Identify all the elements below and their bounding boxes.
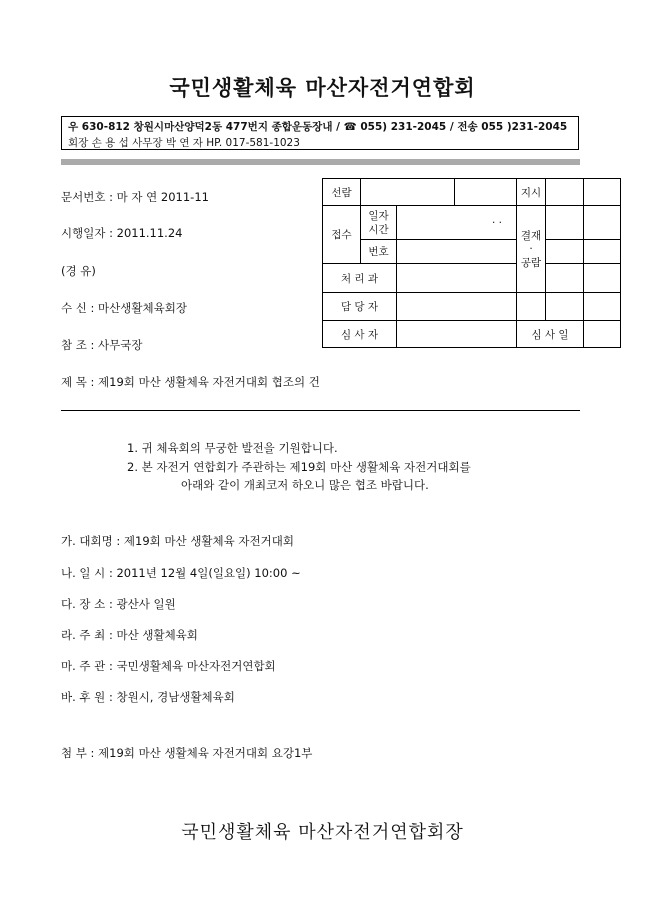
sigan-label: 시간 [368,223,389,236]
jisi-cell: 지시 [517,179,546,206]
approval-blank-5 [546,264,584,293]
item-event-name [61,533,294,549]
gyeoljae-dot: · [529,243,533,255]
item-value: : 광산사 일원 [108,597,176,611]
seolam-blank-1 [361,179,455,206]
item-label: 라. 주 최 [61,628,106,642]
approval-blank-4 [584,240,621,264]
recipient-field [61,300,187,316]
item-value: : 제19회 마산 생활체육 자전거대회 [116,534,294,548]
doc-number-label: 문서번호 [61,190,106,204]
recipient-label: 수 신 [61,301,87,315]
item-value: : 2011년 12월 4일(일요일) 10:00 ~ [108,566,301,580]
contact-info-box [61,116,579,150]
header-divider [61,159,580,165]
subject-label: 제 목 [61,375,87,389]
organization-title: 국민생활체육 마산자전거연합회 [169,76,476,100]
approval-table [322,178,621,348]
item-host [61,627,198,643]
item-value: : 창원시, 경남생활체육회 [108,690,235,704]
issue-date-field [61,225,182,241]
approval-blank-1 [546,206,584,240]
item-label: 가. 대회명 [61,534,113,548]
gongram-label: 공람 [520,257,542,269]
approval-blank-2 [584,206,621,240]
simsail-value [584,321,621,348]
item-label: 나. 일 시 [61,566,106,580]
approval-blank-9 [584,293,621,321]
beonho-cell: 번호 [361,240,397,264]
ilja-label: 일자 [368,209,389,222]
reference-field [61,337,143,353]
gyeoljae-label: 결재 [520,230,542,242]
attachment-label: 첨 부 [61,746,87,760]
approval-blank-3 [546,240,584,264]
approval-blank-7 [517,293,546,321]
item-datetime [61,565,301,581]
doc-number-field [61,189,209,205]
attachment-value: : 제19회 마산 생활체육 자전거대회 요강1부 [90,746,313,760]
simsaja-value [397,321,517,348]
item-sponsor [61,689,235,705]
attachment-field [61,745,312,761]
item-label: 바. 후 원 [61,690,106,704]
recipient-value: : 마산생활체육회장 [90,301,187,315]
signature-line: 국민생활체육 마산자전거연합회장 [181,822,464,843]
date-time-value: · · [397,206,517,240]
item-label: 마. 주 관 [61,659,106,673]
cheorigwa-cell: 처 리 과 [323,264,397,293]
body-line-3: 아래와 같이 개최코저 하오니 많은 협조 바랍니다. [181,478,429,492]
item-value: : 마산 생활체육회 [108,628,198,642]
issue-date-value: : 2011.11.24 [109,226,183,240]
gyeoljae-gongram-cell [517,206,546,293]
doc-number-value: : 마 자 연 2011-11 [109,190,209,204]
simsail-cell: 심 사 일 [517,321,584,348]
simsaja-cell: 심 사 자 [323,321,397,348]
via-label: (경 유) [61,264,96,278]
date-time-cell [361,206,397,240]
damdangja-value [397,293,517,321]
reference-label: 참 조 [61,338,87,352]
seolam-cell: 선람 [323,179,361,206]
jisi-blank-1 [546,179,584,206]
officers-line: 회장 손 용 섭 사무장 박 연 자 HP. 017-581-1023 [68,137,300,149]
reference-value: : 사무국장 [90,338,143,352]
via-field [61,263,96,279]
item-organizer [61,658,276,674]
approval-blank-8 [546,293,584,321]
body-line-2: 2. 본 자전거 연합회가 주관하는 제19회 마산 생활체육 자전거대회를 [127,460,471,474]
beonho-value [397,240,517,264]
jisi-blank-2 [584,179,621,206]
cheorigwa-value [397,264,517,293]
address-line: 우 630-812 창원시마산양덕2동 477번지 종합운동장내 / ☎ 055) 231-2045 / 전송 055 )231-2045 [68,121,568,133]
approval-blank-6 [584,264,621,293]
subject-divider [61,410,580,411]
issue-date-label: 시행일자 [61,226,106,240]
item-label: 다. 장 소 [61,597,106,611]
seolam-blank-2 [455,179,517,206]
subject-value: : 제19회 마산 생활체육 자전거대회 협조의 건 [90,375,320,389]
jeopsu-cell: 접수 [323,206,361,264]
body-line-1: 1. 귀 체육회의 무궁한 발전을 기원합니다. [127,441,338,455]
item-location [61,596,176,612]
subject-field [61,374,320,390]
damdangja-cell: 담 당 자 [323,293,397,321]
item-value: : 국민생활체육 마산자전거연합회 [108,659,276,673]
